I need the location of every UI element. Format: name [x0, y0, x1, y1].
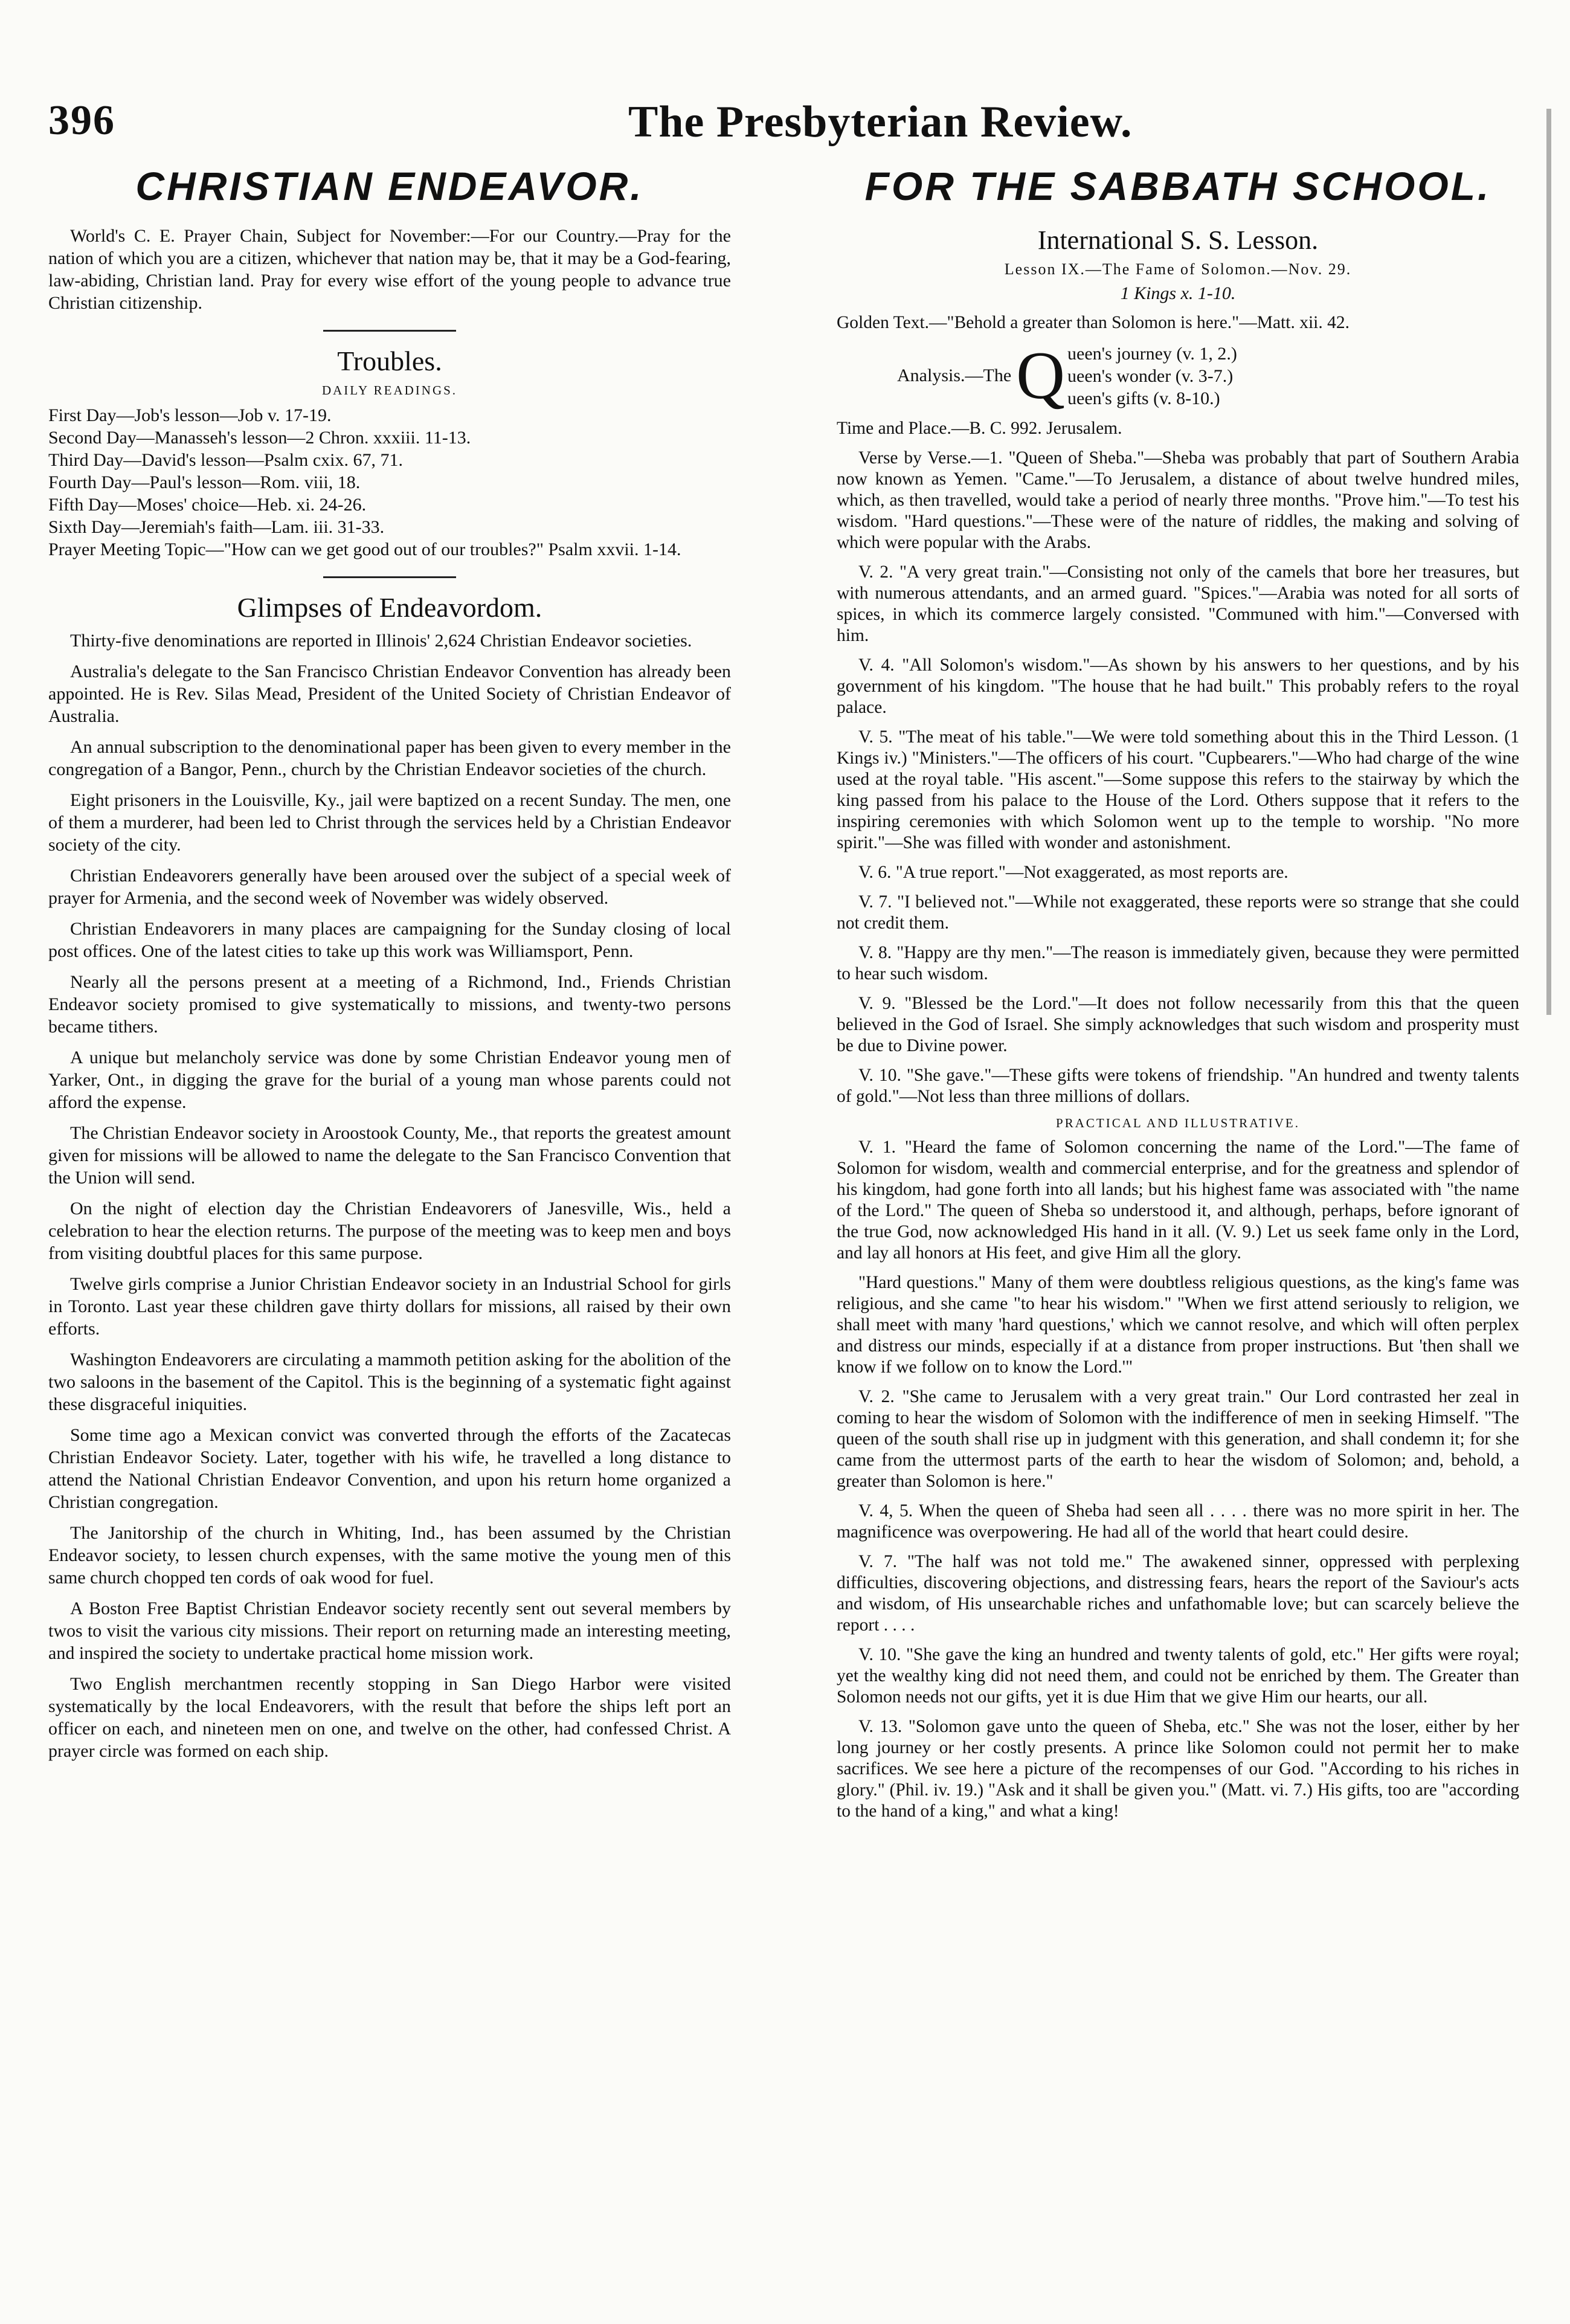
time-and-place: Time and Place.—B. C. 992. Jerusalem. — [837, 419, 1122, 438]
page-header — [48, 97, 1522, 151]
practical-paragraph: V. 13. "Solomon gave unto the queen of Sheba, etc." She was not the loser, either by her long journey or her costly presents. A prince like Solomon could not permit her to make sacrifices. We see here a picture of the recompenses of our God. "According to his riches in glory." (Phil. iv. 19.) "Ask and it shall be given you." (Matt. vi. 7.) His gifts, too are "according to the hand of a king," and what a king! — [837, 1717, 1519, 1821]
analysis-label: Analysis.—The — [897, 365, 1012, 385]
news-paragraph: Thirty-five denominations are reported in Illinois' 2,624 Christian Endeavor societies. — [70, 631, 692, 651]
daily-readings-label: DAILY READINGS. — [321, 383, 458, 398]
section-divider — [323, 576, 456, 578]
reading-item: First Day—Job's lesson—Job v. 17-19. — [48, 405, 332, 425]
practical-paragraph: V. 7. "The half was not told me." The awakened sinner, oppressed with perplexing difficulties, discovering objections, and distressing fears, hears the report of the Saviour's acts and wisdom, of His unsearchable riches and unfathomable love; but can scarcely believe the report . . . . — [837, 1552, 1519, 1635]
news-paragraph: Nearly all the persons present at a meeting of a Richmond, Ind., Friends Christian Endeavor society promised to give systematically to missions, and twenty-two persons became tithers. — [48, 972, 731, 1037]
verse-paragraph: V. 6. "A true report."—Not exaggerated, as most reports are. — [858, 863, 1288, 882]
lesson-heading: International S. S. Lesson. — [1037, 225, 1319, 255]
christian-endeavor-title: CHRISTIAN ENDEAVOR. — [135, 164, 644, 208]
verse-paragraph: V. 2. "A very great train."—Consisting not only of the camels that bore her treasures, but with numerous attendants, and an armed guard. "Spices."—Arabia was noted for all sorts of spices, in which its commerce largely consisted. "Communed with him."—Conversed with him. — [837, 562, 1519, 645]
verse-paragraph: V. 9. "Blessed be the Lord."—It does not follow necessarily from this that the queen believed in the God of Israel. She simply acknowledges that such wisdom and prosperity must be due to Divine power. — [837, 994, 1519, 1055]
practical-paragraph: "Hard questions." Many of them were doubtless religious questions, as the king's fame was religious, and she came "to hear his wisdom." "When we first attend seriously to religion, we shall meet with many 'hard questions,' which we cannot resolve, and which will often perplex and distress our minds, especially if at a distance from proper instructions. But 'then shall we know if we follow on to know the Lord.'" — [837, 1273, 1519, 1377]
glimpses-title: Glimpses of Endeavordom. — [237, 592, 542, 623]
practical-paragraph: V. 10. "She gave the king an hundred and twenty talents of gold, etc." Her gifts were royal; yet the wealthy king did not need them, and could not be enriched by them. The Greater than Solomon needs not our gifts, yet it is due Him that we give Him our hearts, our all. — [837, 1645, 1519, 1707]
page-title: The Presbyterian Review. — [628, 97, 1133, 147]
news-paragraph: Eight prisoners in the Louisville, Ky., jail were baptized on a recent Sunday. The men, one of them a murderer, had been led to Christ through the services held by a Christian Endeavor society of the city. — [48, 790, 731, 855]
news-paragraph: On the night of election day the Christian Endeavorers of Janesville, Wis., held a celebration to hear the election returns. The purpose of the meeting was to keep men and boys from visiting doubtful places for this same purpose. — [48, 1199, 731, 1263]
analysis-items — [1067, 343, 1237, 410]
practical-paragraph: V. 1. "Heard the fame of Solomon concerning the name of the Lord."—The fame of Solomon for wisdom, wealth and commercial enterprise, and for the greatness and splendor of his kingdom, had gone forth into all lands; but his highest fame was associated with "the name of the Lord." The queen of Sheba so understood it, and although, perhaps, before ignorant of the true God, now acknowledged His hand in it all. (V. 9.) Let us seek fame only in the Lord, and lay all honors at His feet, and give Him all the glory. — [837, 1138, 1519, 1263]
news-paragraph: The Christian Endeavor society in Aroostook County, Me., that reports the greatest amount given for missions will be allowed to name the delegate to the San Francisco Convention that the Union will send. — [48, 1123, 731, 1188]
verse-paragraph: Verse by Verse.—1. "Queen of Sheba."—Sheba was probably that part of Southern Arabia now known as Yemen. "Came."—To Jerusalem, a distance of about twelve hundred miles, which, as then travelled, would take a period of nearly three months. "Prove him."—To test his wisdom. "Hard questions."—These were of the nature of riddles, the making and solving of which were popular with the Arabs. — [837, 448, 1519, 552]
analysis-block — [837, 338, 1519, 413]
reading-item: Fourth Day—Paul's lesson—Rom. viii, 18. — [48, 472, 361, 492]
verse-paragraph: V. 7. "I believed not."—While not exaggerated, these reports were so strange that she could not credit them. — [837, 892, 1519, 933]
verse-paragraph: V. 4. "All Solomon's wisdom."—As shown by his answers to her questions, and by his government of his kingdom. "The house that he had built." This probably refers to the royal palace. — [837, 655, 1519, 717]
golden-text: Golden Text.—"Behold a greater than Solomon is here."—Matt. xii. 42. — [837, 313, 1350, 332]
analysis-item: ueen's wonder (v. 3-7.) — [1067, 365, 1234, 386]
daily-readings-list — [48, 404, 731, 561]
verse-paragraph: V. 8. "Happy are thy men."—The reason is immediately given, because they were permitted to hear such wisdom. — [837, 943, 1519, 983]
news-paragraph: A Boston Free Baptist Christian Endeavor society recently sent out several members by twos to visit the various city missions. Their report on returning made an interesting meeting, and inspired the society to undertake practical home mission work. — [48, 1598, 731, 1663]
analysis-initial: Q — [1016, 338, 1066, 413]
practical-paragraph: V. 4, 5. When the queen of Sheba had seen all . . . . there was no more spirit in her. The magnificence was overpowering. He had all of the world that heart could desire. — [837, 1501, 1519, 1542]
reading-item: Fifth Day—Moses' choice—Heb. xi. 24-26. — [48, 495, 367, 515]
verse-paragraph: V. 10. "She gave."—These gifts were tokens of friendship. "An hundred and twenty talents of gold."—Not less than three millions of dollars. — [837, 1066, 1519, 1106]
troubles-title: Troubles. — [337, 346, 442, 376]
news-paragraph: The Janitorship of the church in Whiting, Ind., has been assumed by the Christian Endeavor society, to lessen church expenses, with the same motive the young men of this same church chopped ten cords of oak wood for fuel. — [48, 1523, 731, 1588]
news-paragraph: An annual subscription to the denominational paper has been given to every member in the congregation of a Bangor, Penn., church by the Christian Endeavor societies of the church. — [48, 737, 731, 779]
lesson-subheading: Lesson IX.—The Fame of Solomon.—Nov. 29. — [1004, 260, 1352, 278]
analysis-item: ueen's gifts (v. 8-10.) — [1067, 388, 1220, 408]
practical-heading: PRACTICAL AND ILLUSTRATIVE. — [1056, 1116, 1300, 1130]
verse-paragraph: V. 5. "The meat of his table."—We were told something about this in the Third Lesson. (1 Kings iv.) "Ministers."—The officers of his court. "Cupbearers."—Who had charge of the wine used at the royal table. "His ascent."—Some suppose this refers to the stairway by which the king passed from his palace to the House of the Lord. Others suppose that it refers to the inspiring ceremonies with which Solomon went up to the temple to worship. "No more spirit."—She was filled with wonder and astonishment. — [837, 727, 1519, 852]
prayer-meeting-topic: Prayer Meeting Topic—"How can we get good out of our troubles?" Psalm xxvii. 1-14. — [48, 539, 681, 559]
news-paragraph: Twelve girls comprise a Junior Christian Endeavor society in an Industrial School for girls in Toronto. Last year these children gave thirty dollars for missions, all raised by their own efforts. — [48, 1274, 731, 1339]
news-paragraph: Some time ago a Mexican convict was converted through the efforts of the Zacatecas Christian Endeavor Society. Later, together with his wife, he travelled a long distance to attend the National Christian Endeavor Convention, and upon his return home organized a Christian congregation. — [48, 1425, 731, 1512]
analysis-item: ueen's journey (v. 1, 2.) — [1067, 343, 1237, 364]
prayer-chain-paragraph: World's C. E. Prayer Chain, Subject for November:—For our Country.—Pray for the nation of which you are a citizen, whichever that nation may be, that it may be a God-fearing, law-abiding, Christian land. Pray for every wise effort of the young people to advance true Christian citizenship. — [48, 226, 731, 313]
reading-item: Sixth Day—Jeremiah's faith—Lam. iii. 31-33. — [48, 517, 385, 537]
christian-endeavor-column — [48, 163, 731, 2290]
news-paragraph: Christian Endeavorers in many places are campaigning for the Sunday closing of local post offices. One of the latest cities to take up this work was Williamsport, Penn. — [48, 919, 731, 961]
page-edge-shadow — [1546, 109, 1551, 1015]
news-paragraph: A unique but melancholy service was done by some Christian Endeavor young men of Yarker, Ont., in digging the grave for the burial of a young man whose parents could not afford the expense. — [48, 1048, 731, 1112]
page-number: 396 — [48, 97, 115, 144]
sabbath-school-title: FOR THE SABBATH SCHOOL. — [864, 164, 1491, 208]
reading-item: Second Day—Manasseh's lesson—2 Chron. xxxiii. 11-13. — [48, 428, 471, 448]
practical-paragraph: V. 2. "She came to Jerusalem with a very great train." Our Lord contrasted her zeal in coming to hear the wisdom of Solomon with the indifference of men in seeking Himself. "The queen of the south shall rise up in judgment with this generation, and shall condemn it; for she came from the uttermost parts of the earth to hear the wisdom of Solomon; and, behold, a greater than Solomon is here." — [837, 1387, 1519, 1491]
news-paragraph: Washington Endeavorers are circulating a mammoth petition asking for the abolition of the two saloons in the basement of the Capitol. This is the beginning of a systematic fight against these disgraceful iniquities. — [48, 1350, 731, 1414]
sabbath-school-column — [837, 163, 1519, 2290]
news-paragraph: Christian Endeavorers generally have been aroused over the subject of a special week of prayer for Armenia, and the second week of November was widely observed. — [48, 866, 731, 908]
news-paragraph: Two English merchantmen recently stopping in San Diego Harbor were visited systematically by the local Endeavorers, with the result that before the ships left port an officer on each, and nineteen men on one, and twelve on the other, had confessed Christ. A prayer circle was formed on each ship. — [48, 1674, 731, 1761]
reading-item: Third Day—David's lesson—Psalm cxix. 67, 71. — [48, 450, 404, 470]
section-divider — [323, 330, 456, 332]
news-paragraph: Australia's delegate to the San Francisco Christian Endeavor Convention has already been appointed. He is Rev. Silas Mead, President of the United Society of Christian Endeavor of Australia. — [48, 661, 731, 726]
lesson-scripture-ref: 1 Kings x. 1-10. — [1120, 283, 1236, 303]
